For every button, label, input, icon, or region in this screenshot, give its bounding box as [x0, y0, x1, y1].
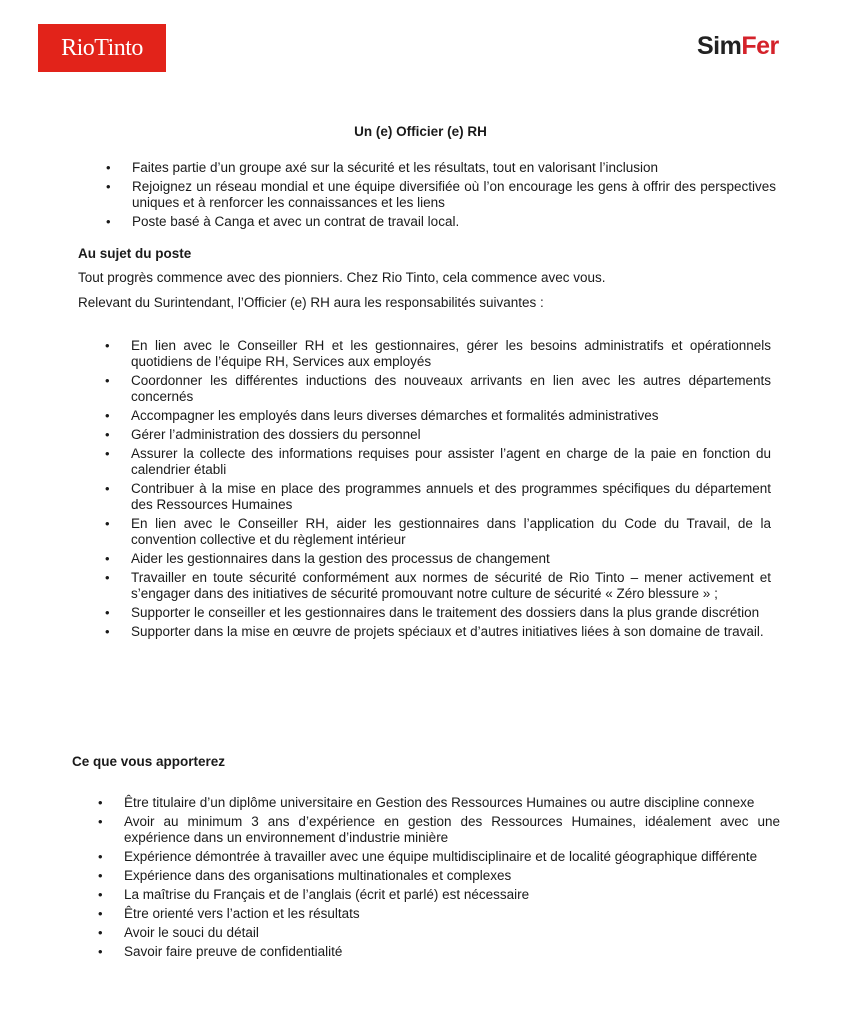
bullet-icon: •	[105, 481, 110, 496]
about-line-1: Tout progrès commence avec des pionniers. Chez Rio Tinto, cela commence avec vous.	[78, 270, 606, 285]
bullet-icon: •	[98, 887, 103, 902]
requirement-item: • La maîtrise du Français et de l’anglais (écrit et parlé) est nécessaire	[98, 887, 530, 902]
intro-bullet-list	[106, 160, 776, 233]
bullet-icon: •	[98, 944, 103, 959]
bullet-icon: •	[98, 795, 103, 810]
requirement-item: • Être orienté vers l’action et les résultats	[98, 906, 360, 921]
bullet-icon: •	[105, 516, 110, 531]
bullet-icon: •	[105, 338, 110, 353]
intro-bullet-item: • Poste basé à Canga et avec un contrat de travail local.	[106, 214, 460, 229]
bullet-icon: •	[106, 179, 111, 194]
bullet-icon: •	[105, 373, 110, 388]
job-title: Un (e) Officier (e) RH	[354, 124, 487, 139]
bullet-icon: •	[105, 551, 110, 566]
rio-tinto-logo	[38, 24, 166, 72]
about-line-2: Relevant du Surintendant, l’Officier (e) RH aura les responsabilités suivantes :	[78, 295, 544, 310]
requirement-item: • Avoir au minimum 3 ans d’expérience en gestion des Ressources Humaines, idéalement avec une expérience dans un environnement d’industrie minière	[98, 814, 780, 845]
responsibility-item: • Accompagner les employés dans leurs diverses démarches et formalités administratives	[105, 408, 659, 423]
responsibility-item: • Supporter dans la mise en œuvre de projets spéciaux et d’autres initiatives liées à son domaine de travail.	[105, 624, 764, 639]
requirement-item: • Être titulaire d’un diplôme universitaire en Gestion des Ressources Humaines ou autre discipline connexe	[98, 795, 755, 810]
responsibility-item: • En lien avec le Conseiller RH, aider les gestionnaires dans l’application du Code du Travail, de la convention collective et du règlement intérieur	[105, 516, 771, 547]
intro-bullet-item: • Rejoignez un réseau mondial et une équipe diversifiée où l’on encourage les gens à offrir des perspectives uniques et à renforcer les connaissances et les liens	[106, 179, 776, 210]
requirement-item: • Expérience dans des organisations multinationales et complexes	[98, 868, 512, 883]
bullet-icon: •	[98, 906, 103, 921]
bullet-icon: •	[105, 446, 110, 461]
bullet-icon: •	[98, 868, 103, 883]
bullet-icon: •	[98, 925, 103, 940]
about-heading: Au sujet du poste	[78, 246, 192, 261]
bullet-icon: •	[98, 814, 103, 829]
bullet-icon: •	[105, 570, 110, 585]
responsibility-item: • En lien avec le Conseiller RH et les gestionnaires, gérer les besoins administratifs et opérationnels quotidiens de l’équipe RH, Services aux employés	[105, 338, 771, 369]
bullet-icon: •	[105, 605, 110, 620]
responsibility-item: • Supporter le conseiller et les gestionnaires dans le traitement des dossiers dans la plus grande discrétion	[105, 605, 760, 620]
requirement-item: • Avoir le souci du détail	[98, 925, 259, 940]
responsibilities-list	[105, 338, 771, 643]
bullet-icon: •	[106, 160, 111, 175]
simfer-logo	[697, 32, 779, 62]
responsibility-item: • Aider les gestionnaires dans la gestion des processus de changement	[105, 551, 550, 566]
responsibility-item: • Contribuer à la mise en place des programmes annuels et des programmes spécifiques du département des Ressources Humaines	[105, 481, 771, 512]
bullet-icon: •	[106, 214, 111, 229]
responsibility-item: • Gérer l’administration des dossiers du personnel	[105, 427, 421, 442]
responsibility-item: • Coordonner les différentes inductions des nouveaux arrivants en lien avec les autres départements concernés	[105, 373, 771, 404]
bullet-icon: •	[105, 427, 110, 442]
requirements-heading: Ce que vous apporterez	[72, 754, 226, 769]
bullet-icon: •	[105, 408, 110, 423]
simfer-logo-part1: Sim	[697, 32, 742, 60]
bullet-icon: •	[98, 849, 103, 864]
rio-tinto-logo-text: RioTinto	[61, 34, 143, 61]
requirements-list	[98, 795, 780, 963]
requirement-item: • Savoir faire preuve de confidentialité	[98, 944, 343, 959]
bullet-icon: •	[105, 624, 110, 639]
responsibility-item: • Travailler en toute sécurité conformément aux normes de sécurité de Rio Tinto – mener activement et s’engager dans des initiatives de sécurité promouvant notre culture de sécurité « Zéro blessure » ;	[105, 570, 771, 601]
responsibility-item: • Assurer la collecte des informations requises pour assister l’agent en charge de la paie en fonction du calendrier établi	[105, 446, 771, 477]
simfer-logo-part2: Fer	[741, 32, 779, 60]
intro-bullet-item: • Faites partie d’un groupe axé sur la sécurité et les résultats, tout en valorisant l’inclusion	[106, 160, 659, 175]
requirement-item: • Expérience démontrée à travailler avec une équipe multidisciplinaire et de localité géographique différente	[98, 849, 758, 864]
